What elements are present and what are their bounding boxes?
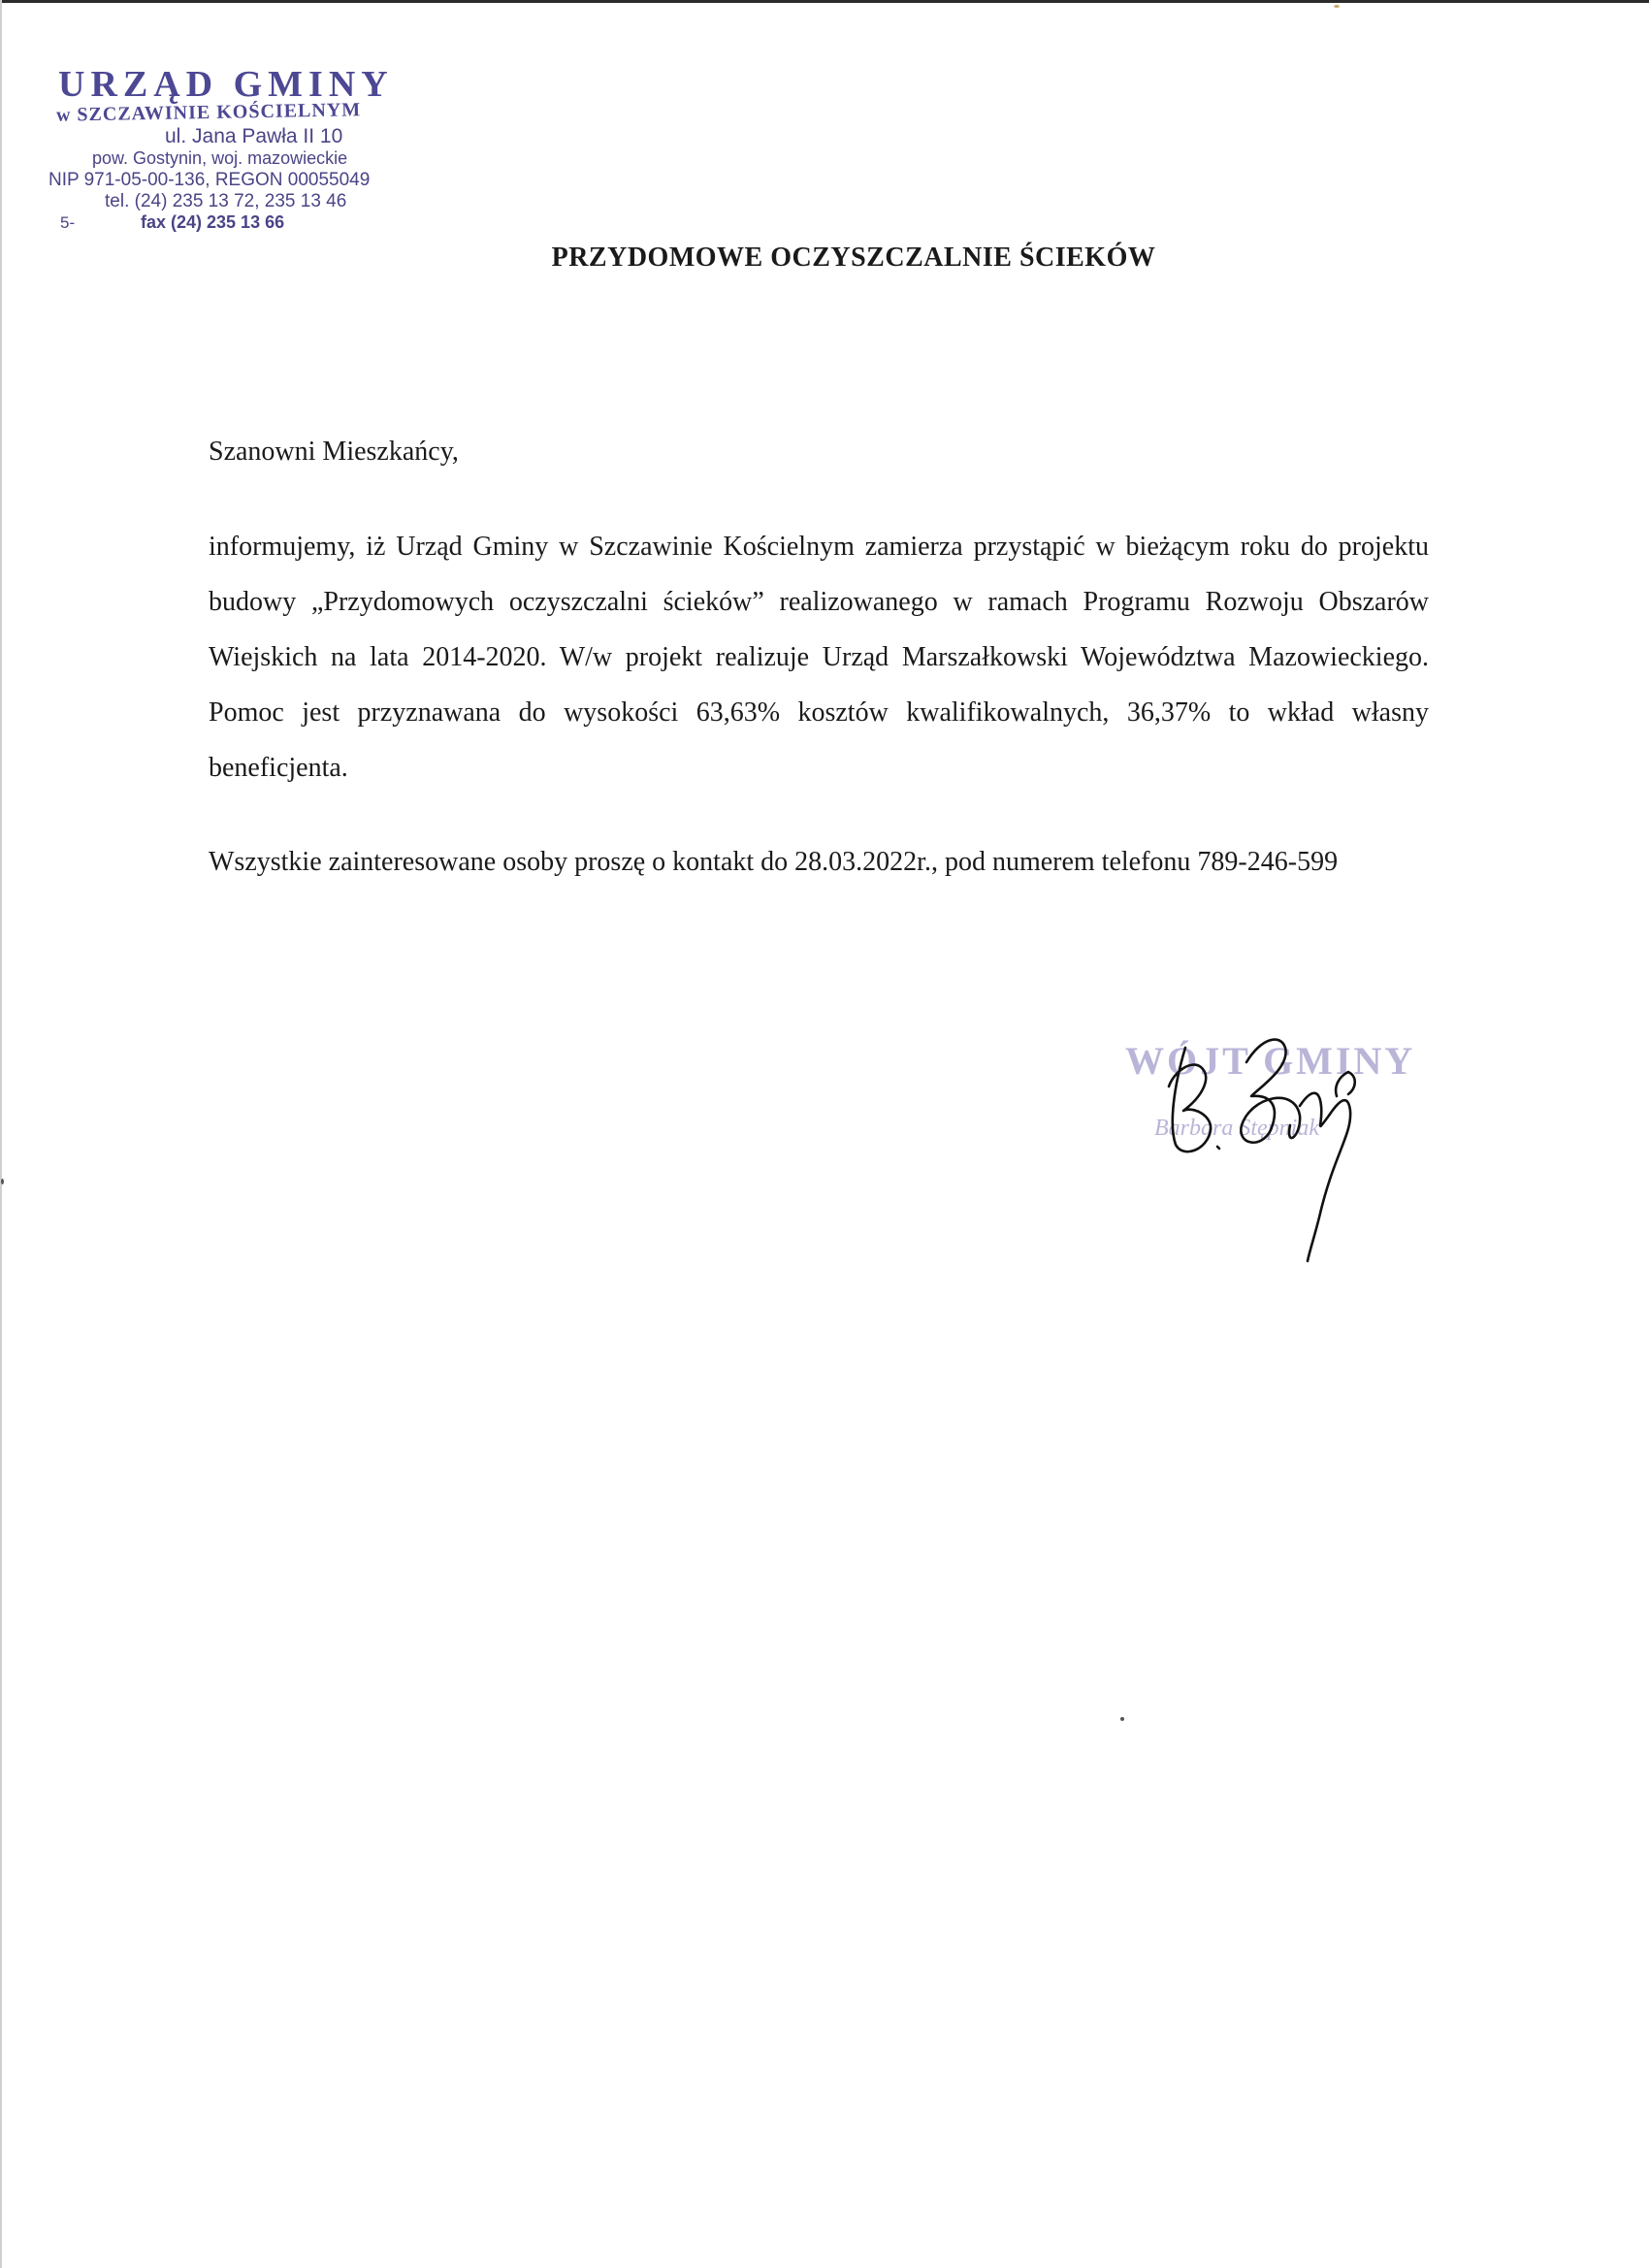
stamp-fax: fax (24) 235 13 66 [141, 212, 285, 232]
paragraph-project-info: informujemy, iż Urząd Gminy w Szczawinie Kościelnym zamierza przystąpić w bieżącym roku do projektu budowy „Przydomowych oczyszczalni ścieków” realizowanego w ramach Programu Rozwoju Obszarów Wiejskich na lata 2014-2020. W/w projekt realizuje Urząd Marszałkowski Województwa Mazowieckiego. Pomoc jest przyznawana do wysokości 63,63% kosztów kwalifikowalnych, 36,37% to wkład własny beneficjenta. [209, 532, 1429, 783]
scan-speck [1334, 5, 1340, 8]
stamp-code: 5- [60, 213, 76, 232]
handwritten-signature [1116, 980, 1445, 1271]
greeting: Szanowni Mieszkańcy, [209, 437, 459, 467]
stamp-phone: tel. (24) 235 13 72, 235 13 46 [105, 191, 347, 211]
paragraph-contact: Wszystkie zainteresowane osoby proszę o kontakt do 28.03.2022r., pod numerem telefonu 789-246-599 [209, 847, 1339, 877]
scan-speck [1, 1179, 4, 1184]
scan-edge-left [0, 0, 2, 2268]
document-title: PRZYDOMOWE OCZYSZCZALNIE ŚCIEKÓW [551, 243, 1156, 273]
scan-edge-top [0, 0, 1649, 3]
stamp-address: ul. Jana Pawła II 10 [165, 125, 343, 147]
official-title-stamp: WÓJT GMINY [1125, 1039, 1416, 1083]
stamp-title: URZĄD GMINY [58, 64, 394, 105]
scan-speck [1120, 1717, 1124, 1721]
stamp-subtitle: w SZCZAWINIE KOŚCIELNYM [55, 99, 362, 126]
office-stamp [48, 63, 456, 247]
official-name-stamp: Barbara Stępniak [1154, 1116, 1319, 1141]
stamp-ids: NIP 971-05-00-136, REGON 00055049 [48, 170, 371, 190]
signature-block [1116, 980, 1445, 1271]
stamp-district: pow. Gostynin, woj. mazowieckie [92, 148, 348, 168]
